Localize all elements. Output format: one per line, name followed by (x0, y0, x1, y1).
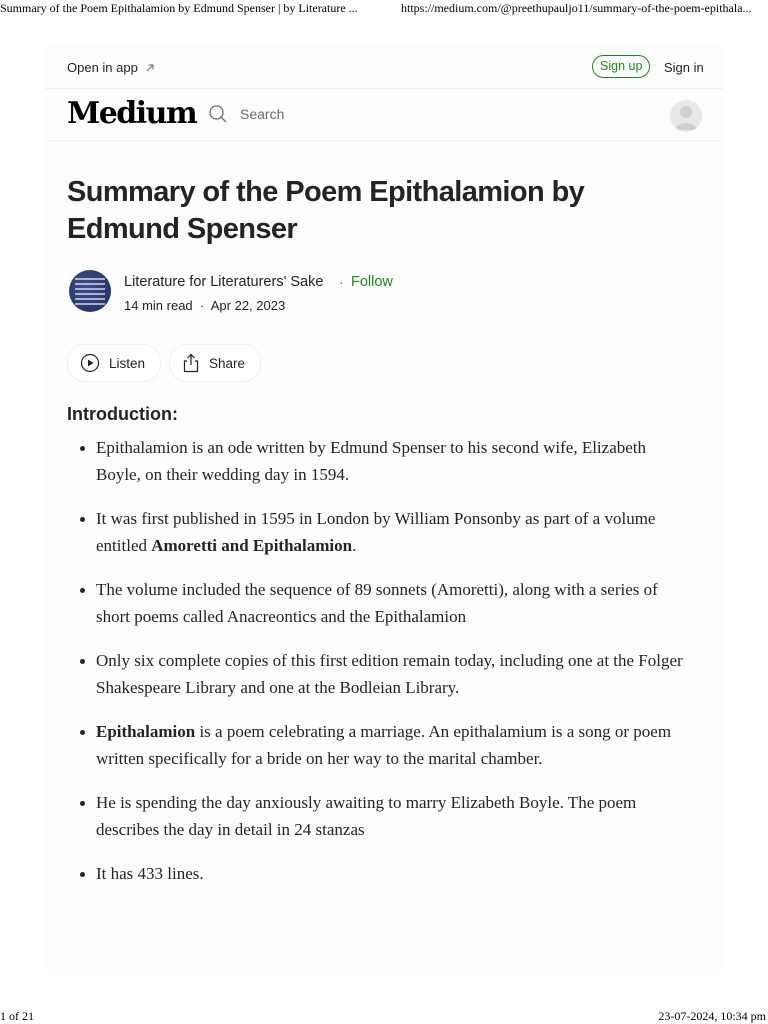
meta-separator: · (199, 298, 205, 313)
nav-bar (45, 88, 723, 141)
article-meta (124, 298, 285, 313)
author-separator: · (339, 274, 344, 290)
open-in-app-link[interactable] (67, 60, 156, 75)
author-name[interactable]: Literature for Literaturers' Sake (124, 274, 324, 290)
list-item: He is spending the day anxiously awaiting to marry Elizabeth Boyle. The poem describes the day in detail in 24 stanzas (75, 789, 695, 843)
list-item: Epithalamion is a poem celebrating a marriage. An epithalamium is a song or poem written specifically for a bride on her way to the marital chamber. (75, 718, 695, 772)
arrow-up-right-icon (144, 62, 156, 74)
medium-logo[interactable]: Medium (67, 96, 197, 131)
read-time: 14 min read (124, 298, 193, 313)
search-box[interactable] (208, 104, 284, 124)
user-avatar-icon[interactable] (670, 100, 702, 132)
list-item: It has 433 lines. (75, 860, 695, 887)
search-label: Search (240, 106, 285, 122)
page-counter: 1 of 21 (0, 1009, 34, 1023)
section-heading: Introduction: (67, 404, 178, 424)
share-button[interactable] (169, 344, 261, 382)
print-page-url: https://medium.com/@preethupauljo11/summary-of-the-poem-epithala... (401, 1, 752, 15)
list-item: It was first published in 1595 in London by William Ponsonby as part of a volume entitled Amoretti and Epithalamion. (75, 505, 695, 559)
sign-up-button[interactable]: Sign up (592, 55, 650, 78)
share-icon (182, 353, 200, 373)
print-footer (0, 1008, 768, 1024)
print-datetime: 23-07-2024, 10:34 pm (658, 1009, 766, 1023)
publish-date: Apr 22, 2023 (210, 298, 286, 313)
play-circle-icon (80, 353, 100, 373)
author-avatar[interactable] (69, 270, 111, 312)
top-bar (45, 44, 723, 89)
listen-label: Listen (109, 355, 146, 371)
print-header (0, 0, 768, 18)
sign-in-link[interactable]: Sign in (664, 60, 704, 75)
share-label: Share (209, 355, 246, 371)
listen-button[interactable] (67, 344, 161, 382)
list-item: The volume included the sequence of 89 sonnets (Amoretti), along with a series of short poems called Anacreontics and the Epithalamion (75, 576, 695, 630)
list-item: Epithalamion is an ode written by Edmund Spenser to his second wife, Elizabeth Boyle, on their wedding day in 1594. (75, 434, 695, 488)
open-in-app-label: Open in app (67, 60, 138, 75)
article-title: Summary of the Poem Epithalamion by Edmund Spenser (67, 176, 585, 245)
search-icon (208, 104, 228, 124)
follow-button[interactable]: Follow (351, 274, 393, 290)
print-page-title: Summary of the Poem Epithalamion by Edmund Spenser | by Literature ... (0, 1, 358, 15)
user-silhouette-icon (670, 100, 702, 132)
author-avatar-texture (75, 278, 105, 308)
list-item: Only six complete copies of this first edition remain today, including one at the Folger Shakespeare Library and one at the Bodleian Library. (75, 647, 695, 701)
bullet-list (75, 434, 695, 904)
article-page (45, 44, 723, 974)
